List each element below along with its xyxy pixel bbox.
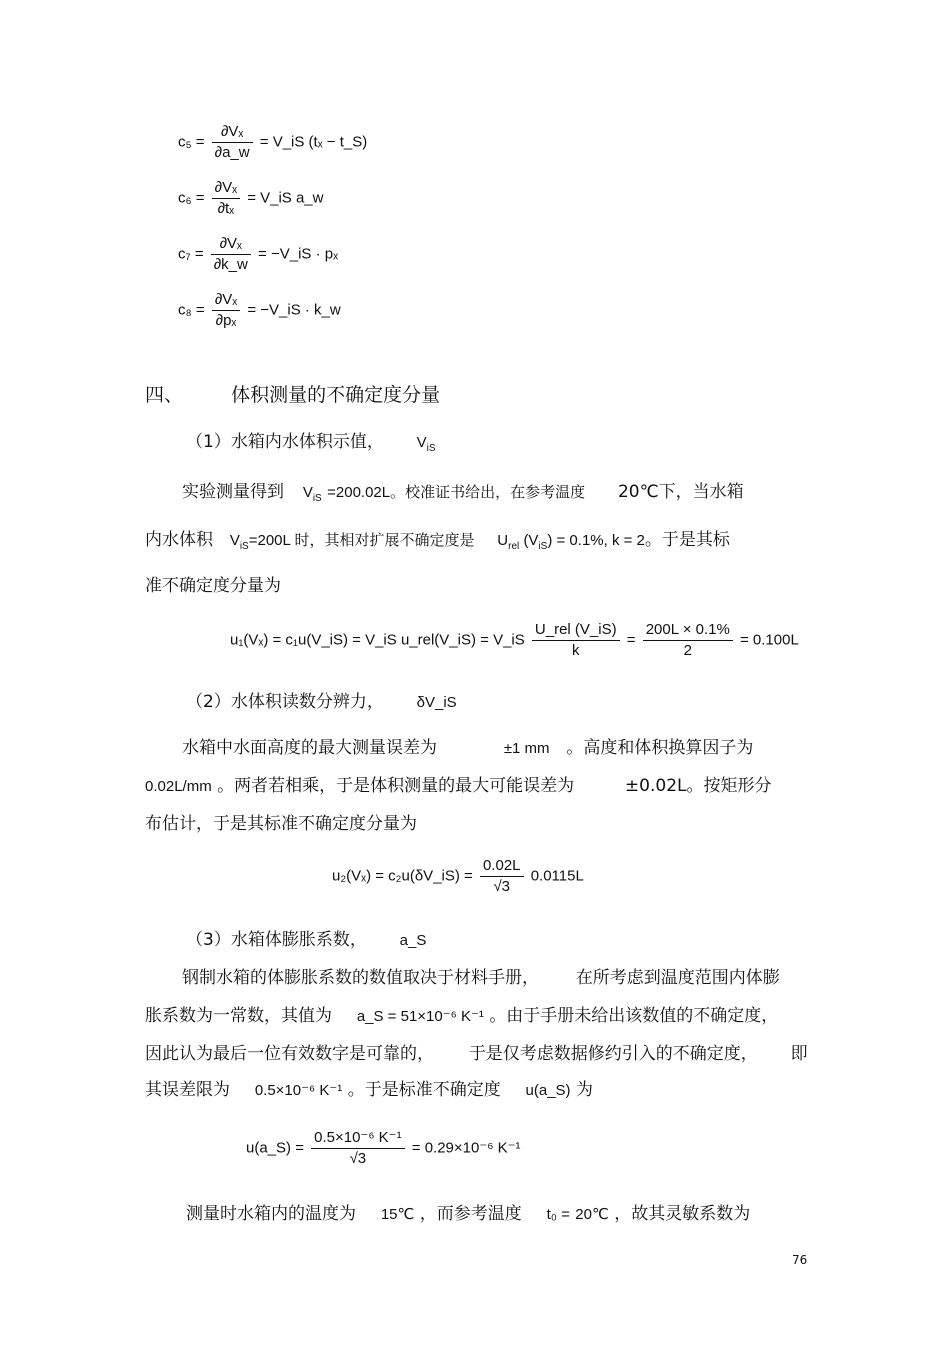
c6-den: ∂tₓ <box>217 200 235 217</box>
c5-lhs: c₅ <box>178 133 192 151</box>
sub1-para-line2: 内水体积 $V_{iS}=200L$ 时，其相对扩展不确定度是 $U_{rel}$ $(V_{iS}) = 0.1\%$, k = 2。于是其标 <box>145 530 730 552</box>
c8-rhs: = −V_iS · k_w <box>247 301 341 319</box>
page-number: 76 <box>792 1253 808 1267</box>
section-number: 四、 <box>145 384 184 406</box>
c5-den: ∂a_w <box>214 144 250 161</box>
sub2-heading: （2）水体积读数分辨力， δV_iS <box>186 692 457 712</box>
c5-fraction <box>212 122 253 163</box>
sub3-symbol: a_S <box>399 932 427 949</box>
sub1-equation: u₁(Vₓ) = c₁u(V_iS) = V_iS u_rel(V_iS) = V_iS $\frac{\text{U\_rel (V\_iS)}}{k}$ = $\frac{200L \times 0.1\%}{2}$ = 0.100L <box>230 621 799 659</box>
sub1-symbol: $V_{iS}$ <box>416 434 436 454</box>
sub3-para-line2: 胀系数为一常数，其值为 a_S = 51×10⁻⁶ K⁻¹ 。由于手册未给出该数值的不确定度， <box>145 1006 779 1026</box>
c7-fraction <box>211 234 251 275</box>
c6-num: ∂Vₓ <box>212 178 240 199</box>
c5-rhs: = V_iS (tₓ − t_S) <box>259 133 368 151</box>
sub1-eq-frac2: $\frac{200L \times 0.1\%}{2}$ <box>643 620 733 661</box>
c8-den: ∂pₓ <box>215 312 237 329</box>
c6-lhs: c₆ <box>178 189 192 207</box>
sub2-para-line2: 0.02L/mm 。两者若相乘，于是体积测量的最大可能误差为 ±0.02L。按矩形分 <box>145 776 772 796</box>
section-title: 体积测量的不确定度分量 <box>231 384 441 406</box>
sub1-para-line3: 准不确定度分量为 <box>145 576 281 596</box>
c8-fraction <box>212 290 240 331</box>
sub3-para-line1: 钢制水箱的体膨胀系数的数值取决于材料手册， 在所考虑到温度范围内体膨 <box>182 968 780 988</box>
sub2-para-line1: 水箱中水面高度的最大测量误差为 ±1 mm 。高度和体积换算因子为 <box>182 738 754 758</box>
sub3-eq-frac: $\frac{\text{0.5×10⁻⁶ K⁻¹}}{√3}$ <box>311 1128 404 1169</box>
sub1-heading <box>186 432 436 459</box>
equation-c8: c₈ = $\frac{\text{∂Vₓ}}{\text{∂pₓ}}$ = −V_iS · k_w <box>178 291 341 329</box>
c6-rhs: = V_iS a_w <box>247 189 324 207</box>
c7-num: ∂Vₓ <box>211 234 251 255</box>
sub1-heading-text: （1）水箱内水体积示值， <box>186 432 384 452</box>
equation-c5: c₅ = $\frac{\text{∂Vₓ}}{\partial a\_w}$ = V_iS (tₓ − t_S) <box>178 123 368 161</box>
c7-rhs: = −V_iS · pₓ <box>258 245 338 263</box>
sub1-eq-result: = 0.100L <box>740 631 799 649</box>
equation-c7: c₇ = $\frac{\text{∂Vₓ}}{\partial k\_w}$ = −V_iS · pₓ <box>178 235 338 273</box>
sub3-para-line4: 其误差限为 0.5×10⁻⁶ K⁻¹ 。于是标准不确定度 u(a_S) 为 <box>145 1080 593 1100</box>
sub2-equation: u₂(Vₓ) = c₂u(δV_iS) = $\frac{0.02L}{√3}$ 0.0115L <box>332 857 584 895</box>
sub3-para-line3: 因此认为最后一位有效数字是可靠的， 于是仅考虑数据修约引入的不确定度， 即 <box>145 1044 808 1064</box>
sub2-eq-frac: $\frac{0.02L}{√3}$ <box>480 856 524 897</box>
c5-num: ∂Vₓ <box>212 122 253 143</box>
sub2-para-line3: 布估计，于是其标准不确定度分量为 <box>145 814 417 834</box>
equation-c6: c₆ = $\frac{\text{∂Vₓ}}{\text{∂tₓ}}$ = V_iS a_w <box>178 179 324 217</box>
sub3-heading: （3）水箱体膨胀系数， a_S <box>186 930 427 950</box>
sub2-symbol: δV_iS <box>416 694 457 711</box>
c6-fraction <box>212 178 240 219</box>
sub1-eq-frac1: $\frac{\text{U\_rel (V\_iS)}}{k}$ <box>532 620 620 661</box>
last-line: 测量时水箱内的温度为 15℃ ，而参考温度 t₀ = 20℃ ，故其灵敏系数为 <box>186 1204 751 1224</box>
c8-lhs: c₈ <box>178 301 192 319</box>
sub1-para-line1: 实验测量得到 $V_{iS} =200.02L$。校准证书给出，在参考温度 20℃下，当水箱 <box>182 482 744 504</box>
c8-num: ∂Vₓ <box>212 290 240 311</box>
c7-lhs: c₇ <box>178 245 191 263</box>
sub3-equation: u(a_S) = $\frac{\text{0.5×10⁻⁶ K⁻¹}}{√3}$ = 0.29×10⁻⁶ K⁻¹ <box>246 1129 521 1167</box>
section-heading <box>145 380 440 407</box>
sub1-eq-left: u₁(Vₓ) = c₁u(V_iS) = V_iS u_rel(V_iS) = V_iS <box>230 631 525 649</box>
c7-den: ∂k_w <box>213 256 248 273</box>
